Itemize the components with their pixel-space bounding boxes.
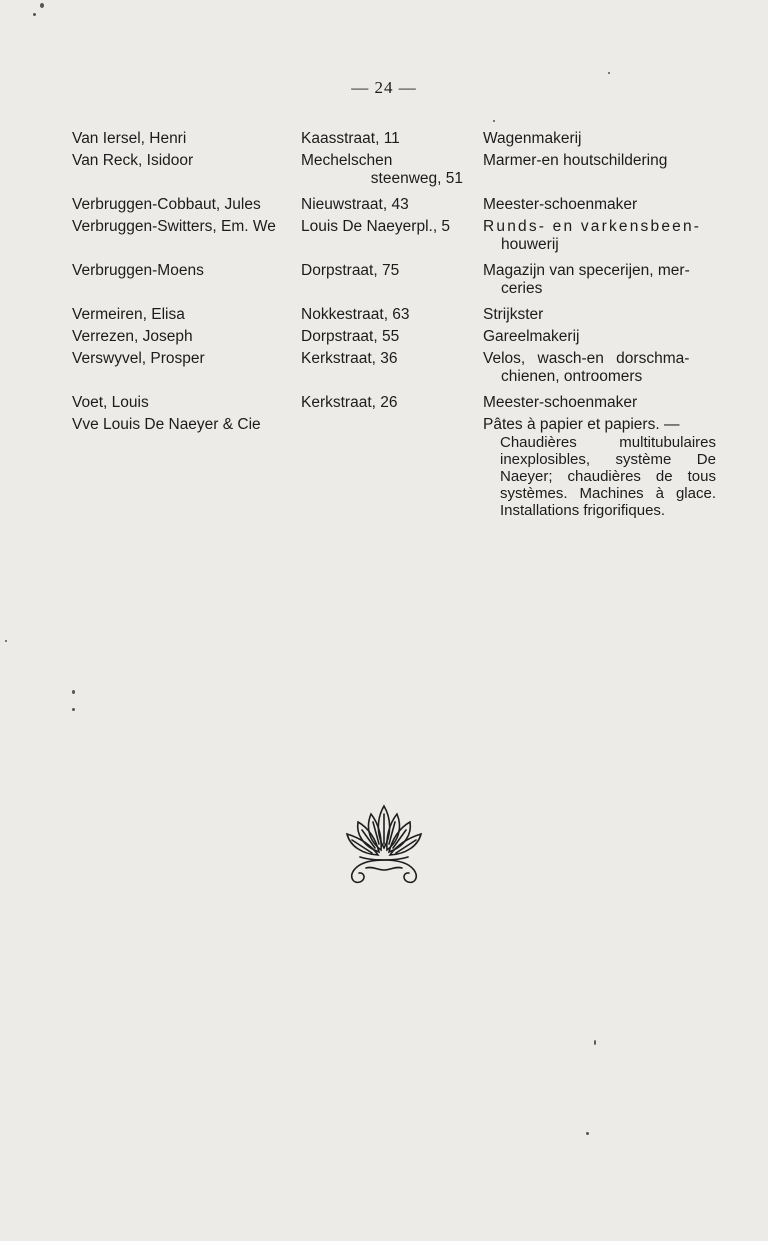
entry-trade-line: chienen, ontroomers — [501, 368, 643, 385]
entry-address-line: steenweg, 51 — [370, 170, 463, 187]
entry-trade-continuation: Chaudières multitubulaires inexplosibles, système De Naeyer; chaudières de tous systèmes. Machines à glace. Installations frigorifiques. — [500, 434, 716, 519]
entry-name: Van Reck, Isidoor — [72, 152, 194, 169]
entry-trade — [483, 350, 689, 386]
entry-trade-line: houwerij — [501, 236, 559, 253]
entry-trade: Meester-schoenmaker — [483, 196, 638, 213]
scan-speck — [586, 1132, 589, 1135]
entry-address-line: Mechelschen — [301, 152, 393, 169]
entry-name: Verbruggen-Cobbaut, Jules — [72, 196, 261, 213]
entry-address: Nieuwstraat, 43 — [301, 196, 409, 213]
entry-address: Kerkstraat, 36 — [301, 350, 398, 367]
scan-speck — [5, 640, 7, 642]
scan-speck — [72, 690, 75, 694]
scan-speck — [608, 72, 610, 74]
entry-trade-line: Velos, wasch-en dorschma- — [483, 350, 690, 367]
entry-trade: Wagenmakerij — [483, 130, 582, 147]
scan-speck — [33, 13, 36, 16]
entry-trade: Pâtes à papier et papiers. — — [483, 416, 680, 433]
entry-trade: Gareelmakerij — [483, 328, 580, 345]
scan-speck — [72, 708, 75, 711]
entry-name: Verrezen, Joseph — [72, 328, 193, 345]
lotus-flower-ornament-icon — [338, 800, 430, 888]
entry-address: Kerkstraat, 26 — [301, 394, 398, 411]
entry-trade: Marmer-en houtschildering — [483, 152, 668, 169]
entry-name: Vve Louis De Naeyer & Cie — [72, 416, 261, 433]
entry-address: Dorpstraat, 55 — [301, 328, 400, 345]
entry-trade-line: ceries — [501, 280, 543, 297]
entry-address: Dorpstraat, 75 — [301, 262, 400, 279]
entry-trade: Meester-schoenmaker — [483, 394, 638, 411]
entry-trade: Strijkster — [483, 306, 544, 323]
entry-address — [301, 152, 463, 188]
entry-name: Verbruggen-Moens — [72, 262, 204, 279]
entry-name: Vermeiren, Elisa — [72, 306, 185, 323]
entry-name: Van Iersel, Henri — [72, 130, 187, 147]
entry-trade — [483, 218, 701, 254]
scan-speck — [493, 120, 495, 122]
entry-trade — [483, 262, 690, 298]
entry-trade-line: Magazijn van specerijen, mer- — [483, 262, 690, 279]
entry-address: Louis De Naeyerpl., 5 — [301, 218, 451, 235]
page-number: — 24 — — [351, 78, 417, 97]
entry-name: Voet, Louis — [72, 394, 149, 411]
entry-address: Kaasstraat, 11 — [301, 130, 400, 147]
entry-trade-line: Runds- en varkensbeen- — [483, 218, 702, 235]
entry-address: Nokkestraat, 63 — [301, 306, 410, 323]
scan-speck — [40, 3, 44, 8]
scan-speck — [594, 1040, 596, 1045]
entry-name: Verswyvel, Prosper — [72, 350, 205, 367]
entry-name: Verbruggen-Switters, Em. We — [72, 218, 276, 235]
